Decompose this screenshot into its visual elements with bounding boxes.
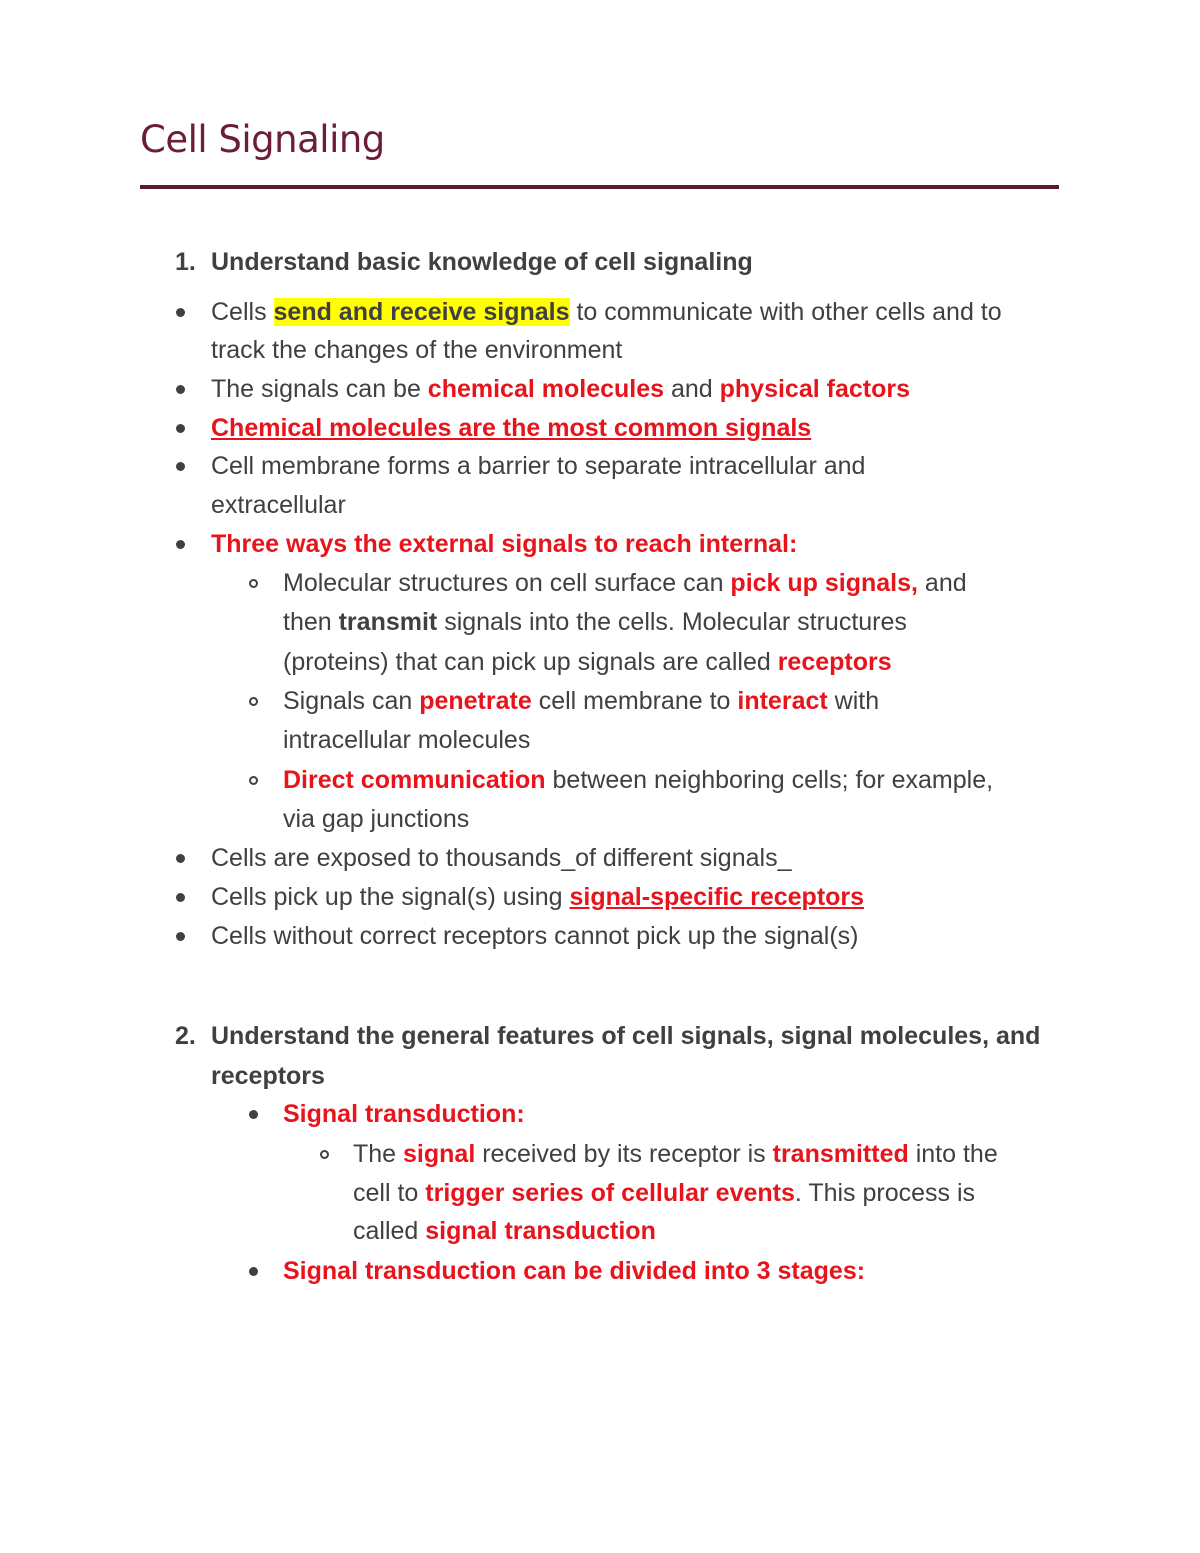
bullet-icon <box>176 462 185 471</box>
list-item: Cells without correct receptors cannot pick up the signal(s) <box>211 922 859 950</box>
list-item: Cells are exposed to thousands_of different signals_ <box>211 844 792 872</box>
bullet-icon <box>249 1110 258 1119</box>
list-item: Three ways the external signals to reach internal: <box>211 530 798 558</box>
list-item: Signal transduction can be divided into 3 stages: <box>283 1257 866 1285</box>
bullet-icon <box>249 1267 258 1276</box>
bullet-icon <box>176 308 185 317</box>
bullet-icon <box>176 385 185 394</box>
list-item: Cells send and receive signals to communicate with other cells and to <box>211 298 1002 326</box>
bullet-icon <box>176 854 185 863</box>
sub-list-item: The signal received by its receptor is transmitted into the <box>353 1140 998 1168</box>
sub-list-item: Direct communication between neighboring cells; for example, <box>283 766 994 794</box>
sub-bullet-icon <box>249 697 258 706</box>
sub-list-item-continuation: via gap junctions <box>283 805 470 833</box>
list-item: The signals can be chemical molecules and physical factors <box>211 375 910 403</box>
sub-list-item-continuation: (proteins) that can pick up signals are called receptors <box>283 648 892 676</box>
highlighted-text: send and receive signals <box>273 298 570 326</box>
sub-list-item: Signals can penetrate cell membrane to interact with <box>283 687 880 715</box>
bullet-icon <box>176 424 185 433</box>
sub-bullet-icon <box>320 1150 329 1159</box>
list-item: Cell membrane forms a barrier to separate intracellular and <box>211 452 866 480</box>
bullet-icon <box>176 893 185 902</box>
sub-list-item-continuation: intracellular molecules <box>283 726 531 754</box>
list-item-continuation: track the changes of the environment <box>211 336 623 364</box>
section-1-number: 1. <box>175 248 196 276</box>
section-2-heading: Understand the general features of cell signals, signal molecules, and <box>211 1022 1041 1050</box>
sub-list-item-continuation: cell to trigger series of cellular events. This process is <box>353 1179 976 1207</box>
list-item: Chemical molecules are the most common signals <box>211 414 812 442</box>
title-rule <box>140 185 1059 189</box>
sub-list-item-continuation: called signal transduction <box>353 1217 656 1245</box>
section-2-heading-continuation: receptors <box>211 1062 325 1090</box>
sub-list-item-continuation: then transmit signals into the cells. Molecular structures <box>283 608 907 636</box>
sub-list-item: Molecular structures on cell surface can pick up signals, and <box>283 569 967 597</box>
page-title: Cell Signaling <box>140 118 385 161</box>
bullet-icon <box>176 932 185 941</box>
bullet-icon <box>176 540 185 549</box>
section-2-number: 2. <box>175 1022 196 1050</box>
sub-bullet-icon <box>249 579 258 588</box>
list-item: Signal transduction: <box>283 1100 525 1128</box>
section-1-heading: Understand basic knowledge of cell signaling <box>211 248 753 276</box>
list-item: Cells pick up the signal(s) using signal-specific receptors <box>211 883 865 911</box>
list-item-continuation: extracellular <box>211 491 346 519</box>
sub-bullet-icon <box>249 776 258 785</box>
